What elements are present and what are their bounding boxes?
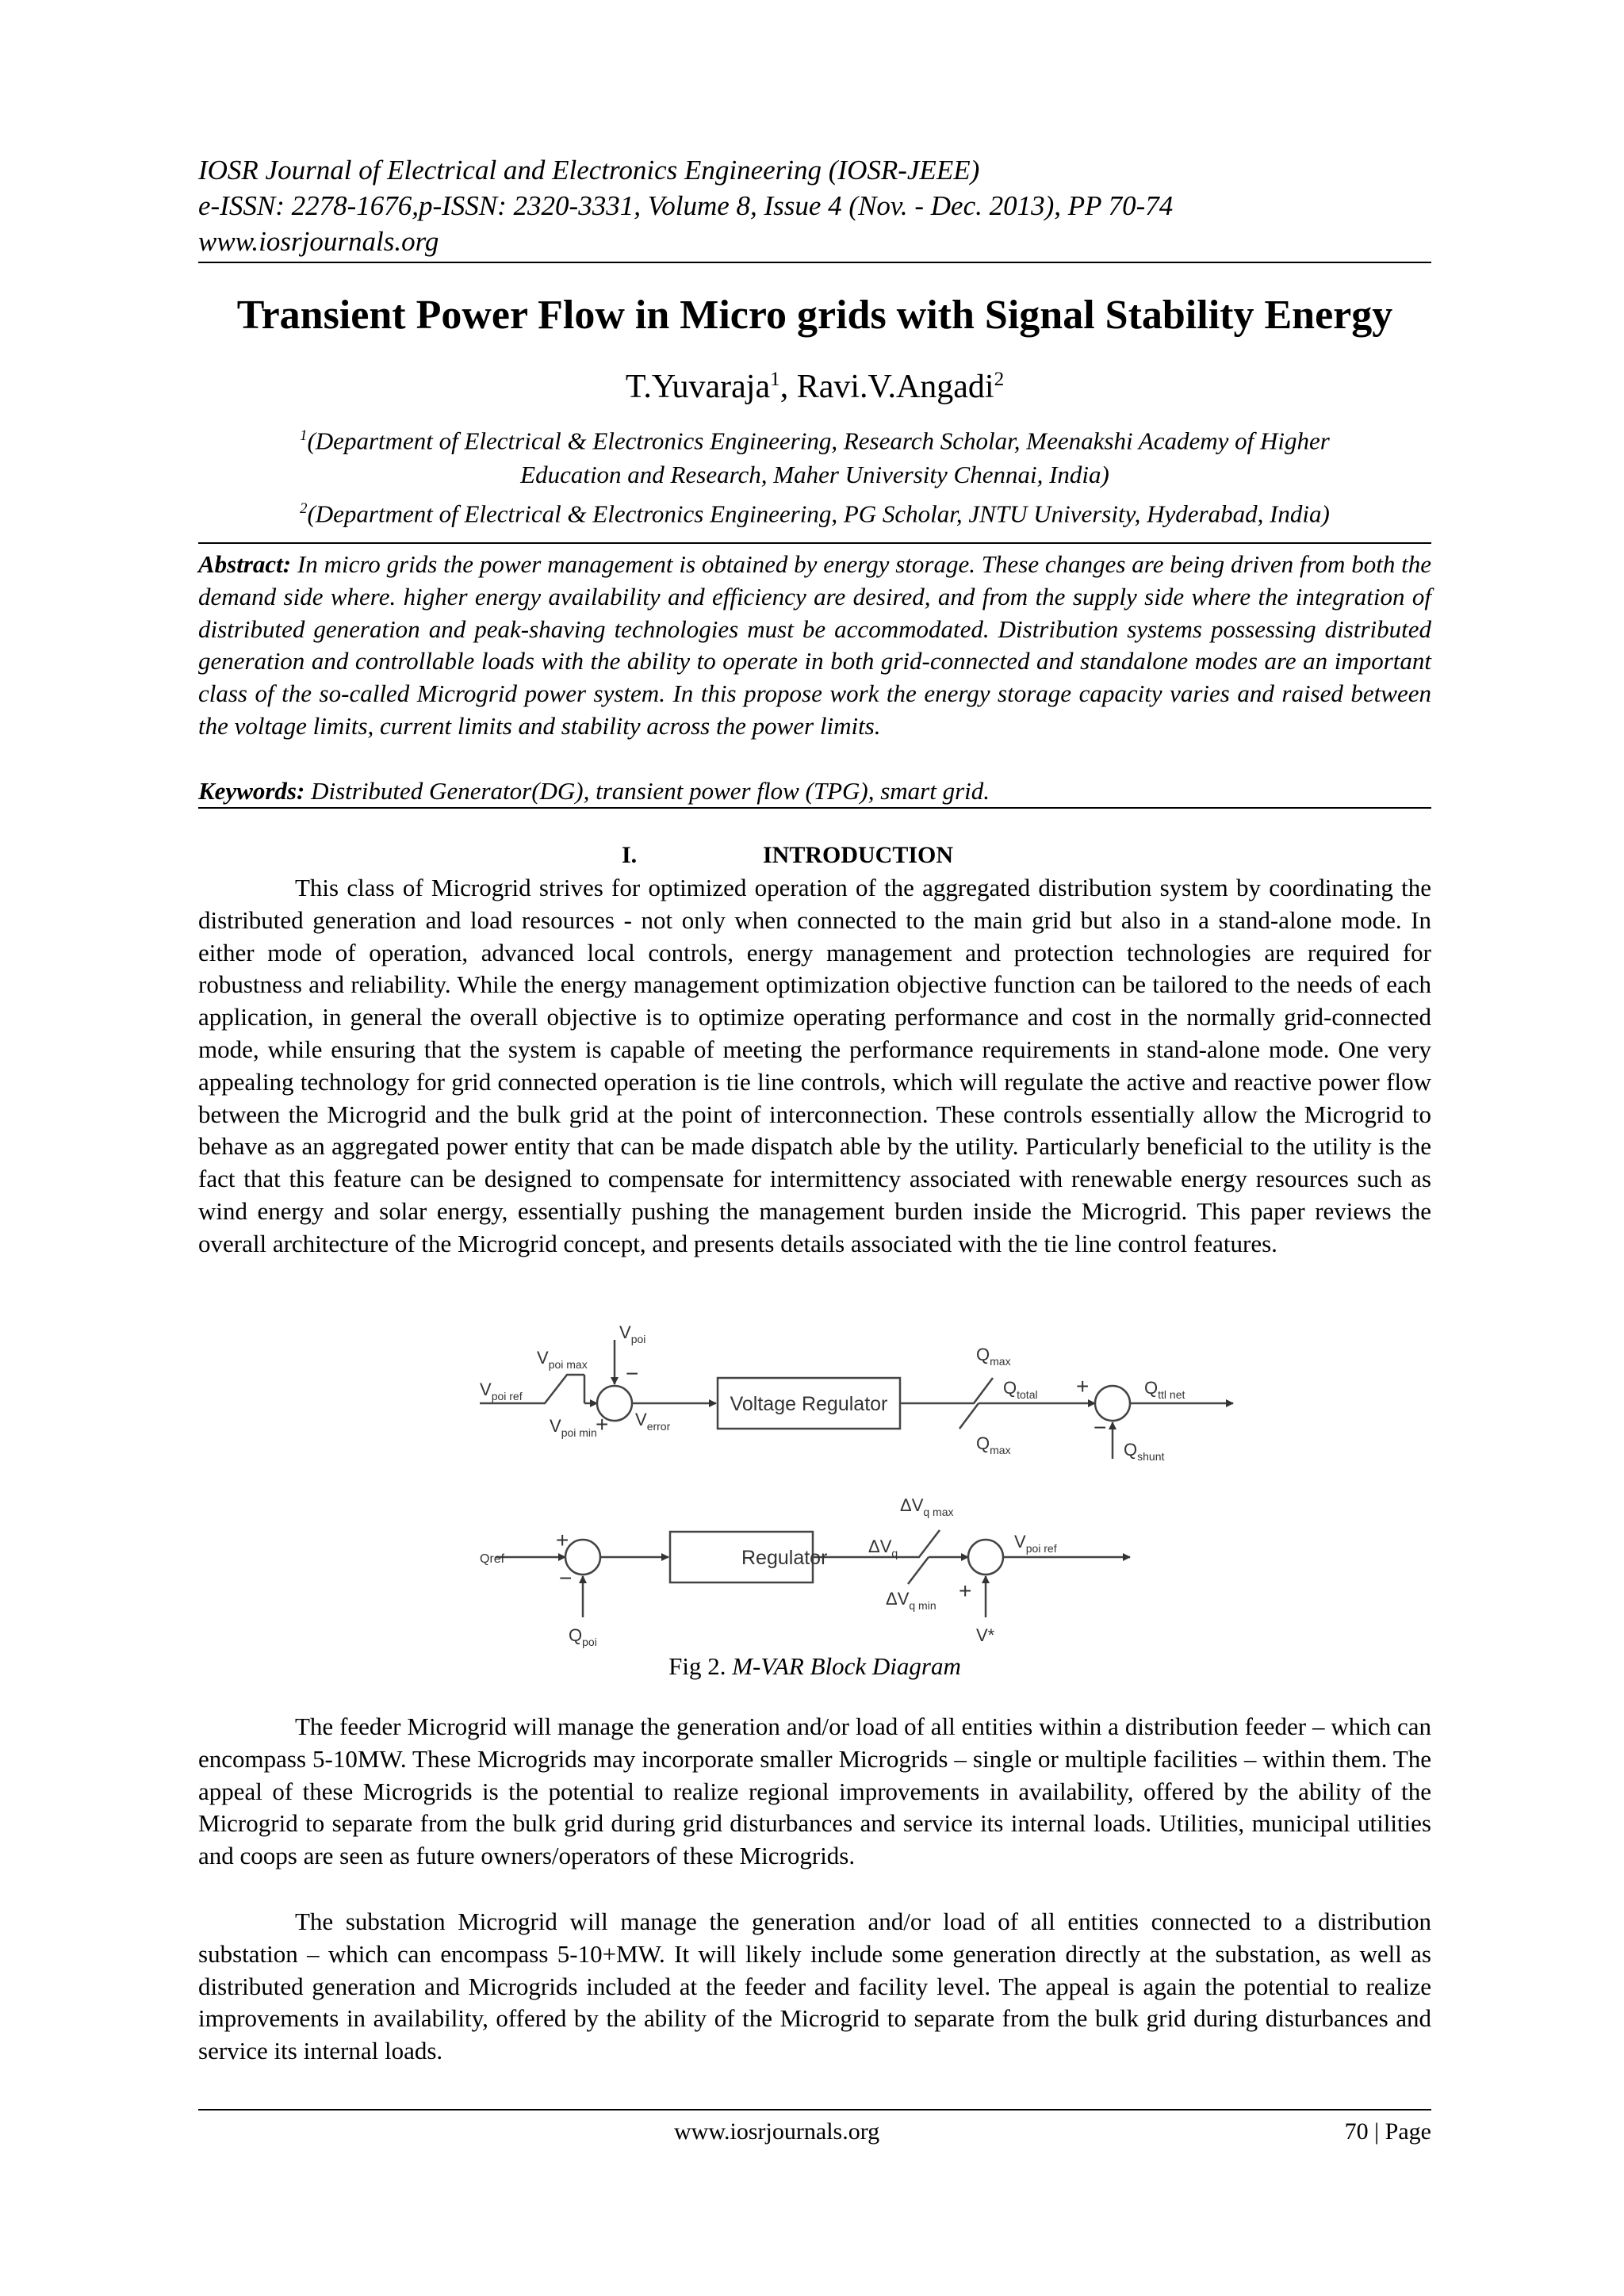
sign-plus-2: + — [1076, 1374, 1090, 1399]
affiliation-2-text: (Department of Electrical & Electronics Engineering, PG Scholar, JNTU University, Hyderabad, India) — [307, 499, 1330, 528]
author-line — [198, 368, 1431, 406]
author-2-mark: 2 — [994, 369, 1005, 390]
label-vpoi-ref-out: $V_{poi ref}$ — [1014, 1532, 1057, 1555]
paper-title: Transient Power Flow in Micro grids with Signal Stability Energy — [236, 293, 1393, 338]
header-rule — [198, 262, 1431, 263]
paragraph-3-text: The substation Microgrid will manage the generation and/or load of all entities connected to a distribution substation – which can encompass 5-10+MW. It will likely include some generation directly at the substation, as well as distributed generation and Microgrids included at the feeder and facility level. The appeal is again the potential to realize improvements in availability, offered by the ability of the Microgrid to separate from the bulk grid during disturbances and service its internal loads. — [198, 1908, 1431, 2065]
caption-title: M-VAR Block Diagram — [732, 1652, 961, 1680]
regulator-label: Regulator — [741, 1547, 828, 1569]
footer-website[interactable]: www.iosrjournals.org — [674, 2118, 880, 2145]
label-qmax-bottom: $Q_{max}$ — [976, 1433, 1011, 1456]
voltage-regulator-label: Voltage Regulator — [730, 1393, 888, 1415]
footer-rule — [198, 2109, 1431, 2110]
affiliation-1-line-1 — [198, 419, 1431, 457]
sign-minus-1: − — [626, 1361, 639, 1386]
abstract — [198, 549, 1431, 743]
abstract-bottom-rule — [198, 807, 1431, 809]
affiliation-1-line-2: Education and Research, Maher University Chennai, India) — [520, 461, 1109, 489]
affiliation-1-text: (Department of Electrical & Electronics Engineering, Research Scholar, Meenakshi Academy of Higher — [307, 427, 1330, 455]
label-qtotal: $Q_{total}$ — [1003, 1378, 1038, 1401]
label-delta-vq: $\Delta V_q$ — [868, 1536, 898, 1559]
limiter-3 — [908, 1530, 940, 1557]
journal-header — [198, 152, 1431, 259]
sign-minus-3: − — [559, 1566, 573, 1590]
label-vpoi-max: $V_{poi max}$ — [537, 1348, 588, 1371]
paragraph-1 — [198, 872, 1431, 1261]
sign-minus-2: − — [1094, 1415, 1107, 1440]
mvar-block-diagram — [480, 1316, 1241, 1665]
label-delta-vq-min: $\Delta V_{q min}$ — [886, 1589, 936, 1612]
label-vpoi-min: $V_{poi min}$ — [550, 1416, 597, 1439]
label-qmax-top: $Q_{max}$ — [976, 1345, 1011, 1368]
affiliation-2-line — [198, 492, 1431, 530]
label-vpoi: $V_{poi}$ — [619, 1322, 646, 1345]
affiliation-1-mark: 1 — [300, 427, 308, 444]
paragraph-1-text: This class of Microgrid strives for optimized operation of the aggregated distribution system by coordinating the distributed generation and load resources - not only when connected to the main grid but also in a stand-alone mode. In either mode of operation, advanced local controls, energy management and protection technologies are required for robustness and reliability. While the energy management optimization objective function can be tailored to the needs of each application, in general the overall objective is to optimize operating performance and cost in the normally grid-connected mode, while ensuring that the system is capable of meeting the performance requirements in stand-alone mode. One very appealing technology for grid connected operation is tie line controls, which will regulate the active and reactive power flow between the Microgrid and the bulk grid at the point of interconnection. These controls essentially allow the Microgrid to behave as an aggregated power entity that can be made dispatch able by the utility. Particularly beneficial to the utility is the fact that this feature can be designed to compensate for intermittency associated with renewable energy resources such as wind energy and solar energy, essentially pushing the management burden inside the Microgrid. This paper reviews the overall architecture of the Microgrid concept, and presents details associated with the tie line control features. — [198, 874, 1431, 1257]
label-qshunt: $Q_{shunt}$ — [1124, 1440, 1165, 1463]
paragraph-2-text: The feeder Microgrid will manage the generation and/or load of all entities within a distribution feeder – which can encompass 5-10MW. These Microgrids may incorporate smaller Microgrids – single or multiple facilities – within them. The appeal of these Microgrids is the potential to realize regional improvements in availability, offered by the ability of the Microgrid to separate from the bulk grid during grid disturbances and service its internal loads. Utilities, municipal utilities and coops are seen as future owners/operators of these Microgrids. — [198, 1712, 1431, 1870]
limiter-1 — [527, 1375, 584, 1403]
journal-issn: e-ISSN: 2278-1676,p-ISSN: 2320-3331, Volume 8, Issue 4 (Nov. - Dec. 2013), PP 70-74 — [198, 190, 1174, 221]
author-separator: , — [779, 369, 797, 405]
keywords-label: Keywords: — [198, 777, 305, 805]
keywords — [198, 775, 1431, 807]
section-title: INTRODUCTION — [763, 842, 954, 868]
author-2: Ravi.V.Angadi — [796, 369, 994, 405]
figure-caption — [198, 1652, 1431, 1681]
label-qref: Qref — [480, 1552, 505, 1566]
paragraph-2 — [198, 1711, 1431, 1873]
label-verror: $V_{error}$ — [635, 1410, 671, 1433]
limiter-2 — [959, 1378, 993, 1403]
paragraph-3 — [198, 1906, 1431, 2068]
label-qttl-net: $Q_{ttl net}$ — [1144, 1378, 1185, 1401]
sign-plus-4: + — [959, 1578, 972, 1603]
abstract-text: In micro grids the power management is obtained by energy storage. These changes are being driven from both the demand side where. higher energy availability and efficiency are desired, and from the supply side where the integration of distributed generation and peak-shaving technologies must be accommodated. Distribution systems possessing distributed generation and controllable loads with the ability to operate in both grid-connected and standalone modes are an important class of the so-called Microgrid power system. In this propose work the energy storage capacity varies and raised between the voltage limits, current limits and stability across the power limits. — [198, 550, 1432, 740]
sign-plus-1: + — [596, 1412, 609, 1437]
sign-plus-3: + — [556, 1528, 569, 1552]
summing-junction-4 — [968, 1540, 1003, 1575]
affiliations — [198, 419, 1431, 531]
abstract-top-rule — [198, 542, 1431, 544]
abstract-label: Abstract: — [198, 550, 292, 578]
keywords-text: Distributed Generator(DG), transient power flow (TPG), smart grid. — [311, 777, 990, 805]
section-number: I. — [622, 842, 638, 868]
page-number: 70 | Page — [1344, 2118, 1431, 2145]
journal-name: IOSR Journal of Electrical and Electronics Engineering (IOSR-JEEE) — [198, 155, 980, 186]
affiliation-2-mark: 2 — [300, 500, 308, 518]
label-vpoi-ref: $V_{poi ref}$ — [480, 1380, 523, 1402]
author-1: T.Yuvaraja — [625, 369, 771, 405]
journal-website: www.iosrjournals.org — [198, 226, 439, 257]
label-qpoi: $Q_{poi}$ — [569, 1625, 597, 1648]
caption-prefix: Fig 2. — [668, 1652, 733, 1680]
author-1-mark: 1 — [770, 369, 780, 390]
label-vstar: V* — [976, 1625, 995, 1645]
label-delta-vq-max: $\Delta V_{q max}$ — [900, 1495, 954, 1518]
paper-page — [198, 0, 1431, 2296]
